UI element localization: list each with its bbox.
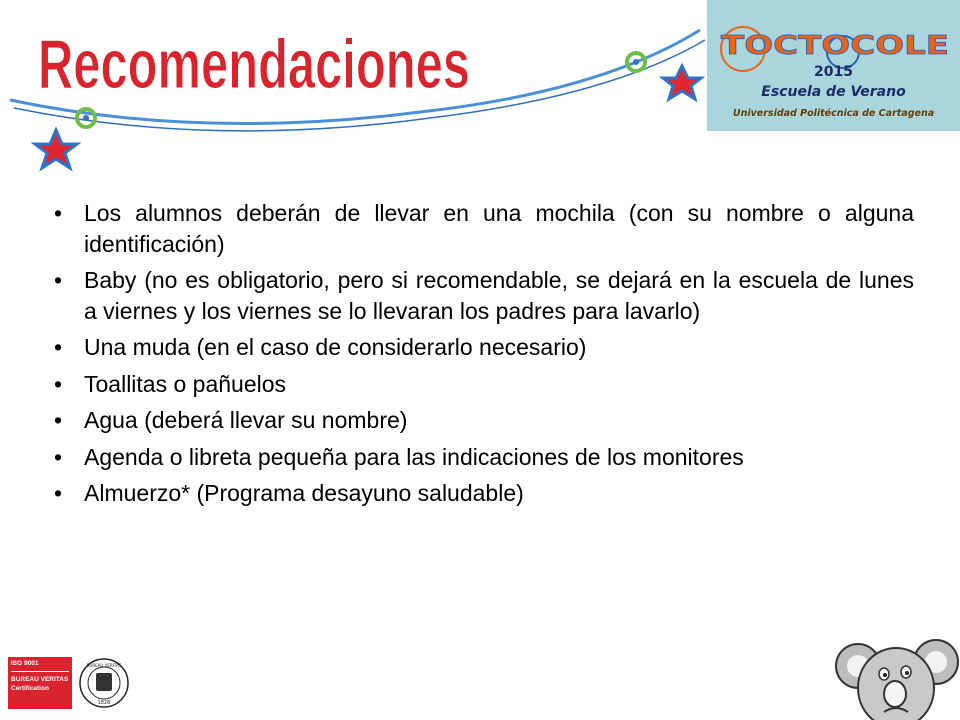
certification-logo: [8, 657, 132, 709]
recommendations-list: [50, 198, 914, 515]
list-item: • Toallitas o pañuelos: [50, 369, 914, 400]
certification-label: [8, 657, 72, 709]
logo-subtitle: Escuela de Verano: [761, 84, 906, 100]
list-item: • Agenda o libreta pequeña para las indicaciones de los monitores: [50, 442, 914, 473]
logo-word-text: TOCTOCOLE: [721, 31, 949, 61]
star-icon: [35, 130, 77, 168]
list-item: • Una muda (en el caso de considerarlo necesario): [50, 332, 914, 363]
page-title: [36, 16, 676, 106]
list-item: • Agua (deberá llevar su nombre): [50, 405, 914, 436]
logo-university: Universidad Politécnica de Cartagena: [732, 108, 935, 119]
list-item: • Baby (no es obligatorio, pero si recomendable, se dejará en la escuela de lunes a viernes y los viernes se lo llevaran los padres para lavarlo): [50, 265, 914, 326]
seal-text: BUREAU VERITAS: [86, 663, 122, 668]
escuela-verano-logo: [707, 0, 960, 131]
title-text: Recomendaciones: [38, 25, 470, 103]
cert-line-3: Certification: [11, 685, 49, 692]
logo-year: 2015: [814, 64, 853, 80]
seal-year: 1828: [97, 700, 111, 706]
bureau-veritas-seal-icon: [76, 657, 132, 709]
list-item: • Almuerzo* (Programa desayuno saludable): [50, 478, 914, 509]
koala-icon: [832, 632, 960, 720]
list-item: • Los alumnos deberán de llevar en una mochila (con su nombre o alguna identificación): [50, 198, 914, 259]
cert-line-1: ISO 9001: [11, 660, 39, 667]
cert-line-2: BUREAU VERITAS: [11, 676, 69, 683]
